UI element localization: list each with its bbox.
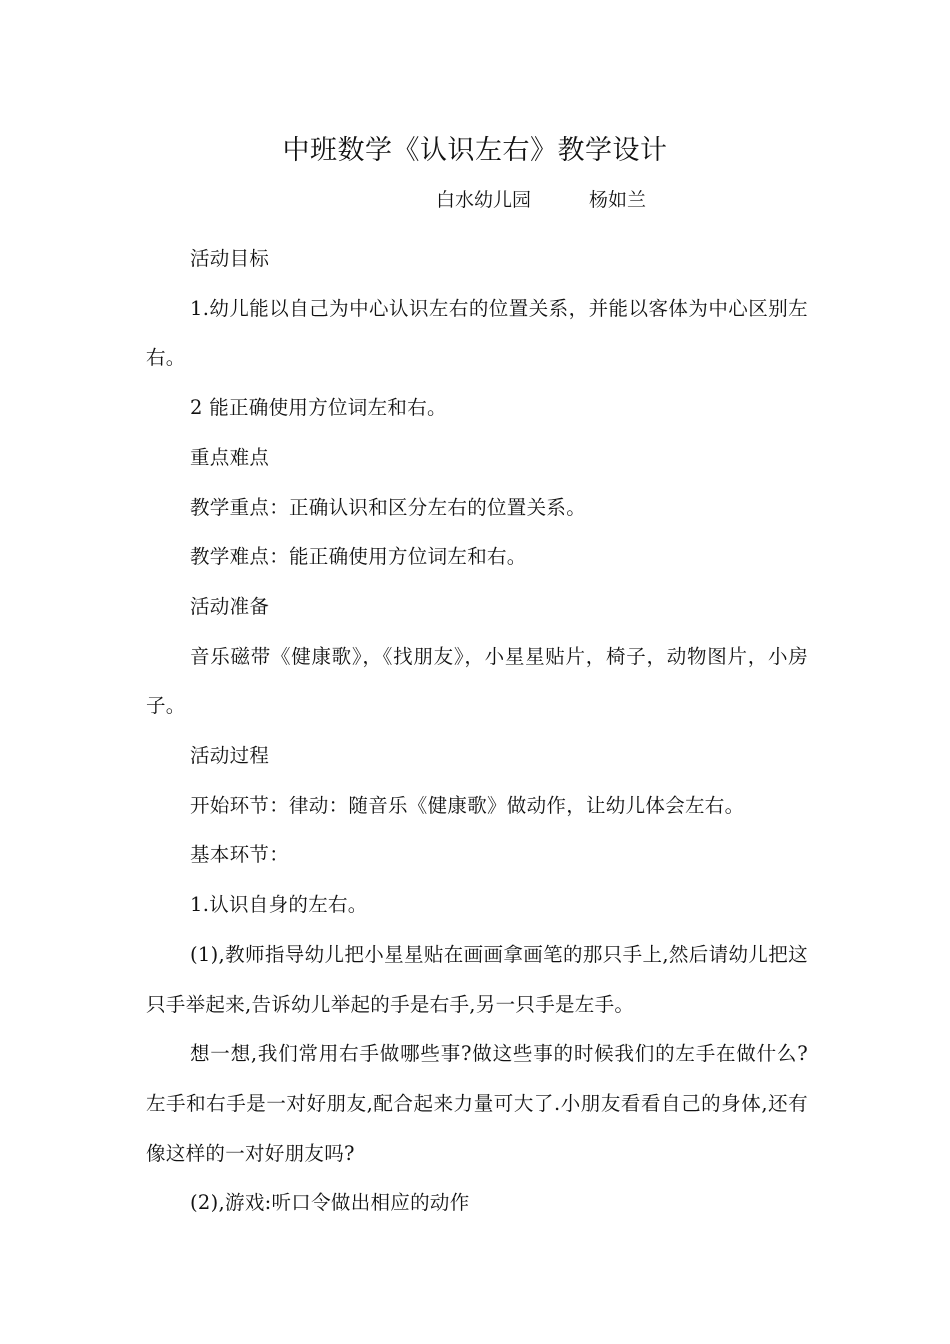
preparation-materials: 音乐磁带《健康歌》，《找朋友》，小星星贴片，椅子，动物图片，小房子。 [146, 644, 808, 718]
author-name: 杨如兰 [589, 189, 647, 211]
process-step-1-2: (2),游戏:听口令做出相应的动作 [190, 1191, 470, 1215]
goal-item-1: 1.幼儿能以自己为中心认识左右的位置关系，并能以客体为中心区别左右。 [146, 296, 808, 370]
process-step-1-1: (1),教师指导幼儿把小星星贴在画画拿画笔的那只手上,然后请幼儿把这只手举起来,告诉幼儿举起的手是右手,另一只手是左手。 [146, 942, 808, 1016]
author-line [436, 184, 646, 216]
document-title: 中班数学《认识左右》教学设计 [282, 135, 668, 166]
section-heading-goals: 活动目标 [190, 247, 270, 270]
section-heading-key-points: 重点难点 [190, 445, 270, 469]
section-heading-preparation: 活动准备 [190, 594, 270, 618]
key-point-difficulty: 教学难点：能正确使用方位词左和右。 [190, 545, 527, 569]
process-step-1: 1.认识自身的左右。 [190, 893, 368, 917]
goal-item-2: 2 能正确使用方位词左和右。 [190, 396, 447, 420]
author-school: 白水幼儿园 [436, 189, 532, 211]
section-heading-process: 活动过程 [190, 744, 270, 768]
document-body [146, 234, 808, 1228]
key-point-focus: 教学重点：正确认识和区分左右的位置关系。 [190, 495, 587, 519]
process-basic-heading: 基本环节： [190, 843, 290, 867]
process-opening: 开始环节：律动：随音乐《健康歌》做动作，让幼儿体会左右。 [190, 793, 745, 817]
process-step-1-think: 想一想,我们常用右手做哪些事?做这些事的时候我们的左手在做什么?左手和右手是一对好朋友,配合起来力量可大了.小朋友看看自己的身体,还有像这样的一对好朋友吗? [146, 1042, 808, 1165]
